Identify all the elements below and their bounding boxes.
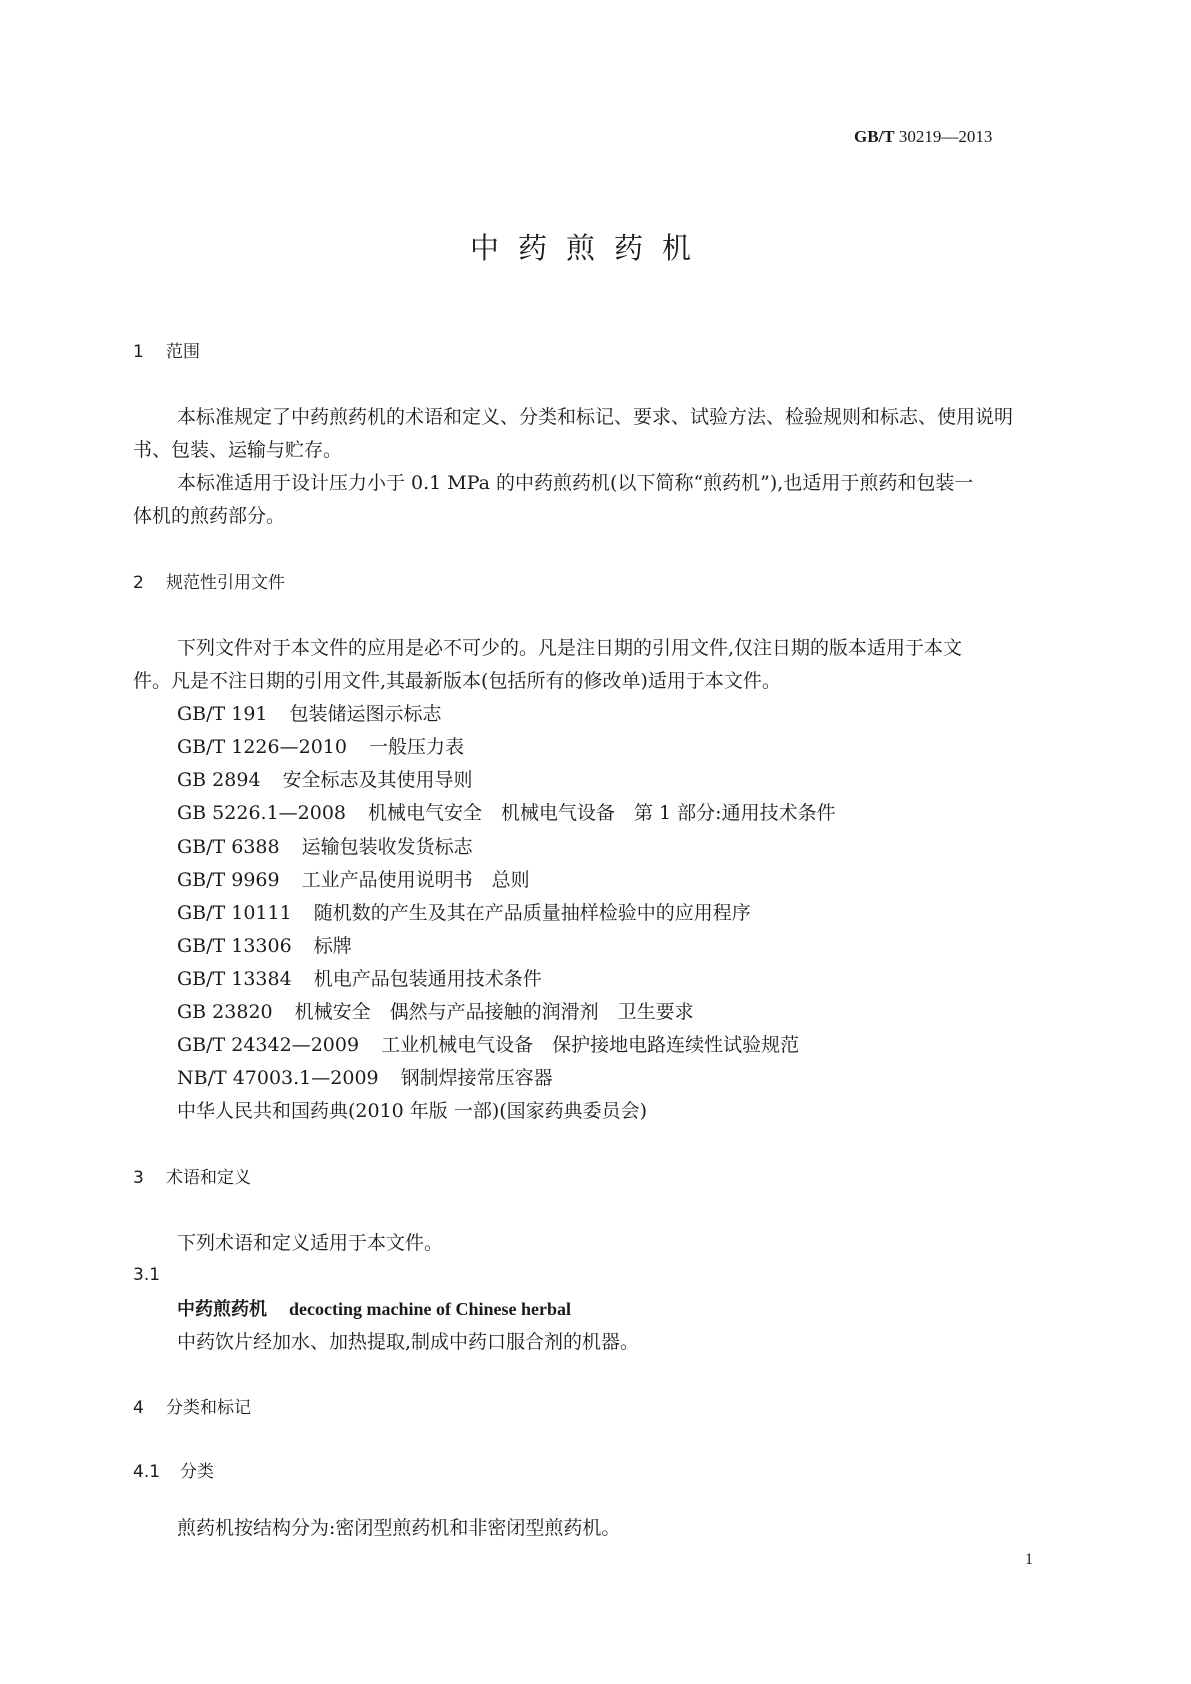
reference-item	[177, 871, 530, 890]
section-3-title: 术语和定义	[166, 1168, 251, 1188]
reference-item	[177, 970, 542, 989]
section-1-paragraph-2-line-2: 体机的煎药部分。	[133, 505, 286, 527]
reference-item	[177, 1003, 694, 1022]
reference-code: GB 23820	[177, 1001, 273, 1023]
reference-code: GB 2894	[177, 769, 261, 791]
section-4-1-heading	[133, 1464, 214, 1481]
section-4-number: 4	[133, 1398, 144, 1418]
reference-code: GB/T 191	[177, 703, 268, 725]
term-name-chinese: 中药煎药机	[177, 1299, 267, 1320]
section-1-paragraph-1-line-1: 本标准规定了中药煎药机的术语和定义、分类和标记、要求、试验方法、检验规则和标志、使用说明	[177, 406, 1014, 428]
reference-item	[177, 1036, 799, 1055]
section-3-number: 3	[133, 1168, 144, 1188]
reference-code: GB/T 13384	[177, 968, 292, 990]
reference-title: 一般压力表	[368, 736, 464, 758]
reference-code: GB/T 9969	[177, 869, 280, 891]
section-1-title: 范围	[166, 342, 200, 362]
term-number: 3.1	[133, 1265, 161, 1285]
section-2-number: 2	[133, 573, 144, 593]
reference-code: GB/T 6388	[177, 836, 280, 858]
term-definition: 中药饮片经加水、加热提取,制成中药口服合剂的机器。	[177, 1331, 640, 1353]
term-name	[177, 1300, 571, 1319]
section-1-number: 1	[133, 342, 144, 362]
reference-code: GB 5226.1—2008	[177, 802, 347, 824]
page-number: 1	[1025, 1551, 1033, 1568]
reference-code: GB/T 1226—2010	[177, 736, 347, 758]
reference-item	[177, 904, 751, 923]
reference-title: 工业产品使用说明书 总则	[301, 869, 530, 891]
reference-title: 钢制焊接常压容器	[400, 1067, 553, 1089]
section-1-paragraph-1-line-2: 书、包装、运输与贮存。	[133, 439, 343, 461]
standard-code-prefix: GB/T	[854, 127, 895, 146]
reference-item	[177, 738, 464, 757]
reference-code: GB/T 13306	[177, 935, 292, 957]
reference-code: GB/T 24342—2009	[177, 1034, 360, 1056]
section-4-heading	[133, 1400, 251, 1417]
reference-item	[177, 804, 836, 823]
reference-item	[177, 1069, 553, 1088]
reference-pharmacopoeia: 中华人民共和国药典(2010 年版 一部)(国家药典委员会)	[177, 1100, 648, 1122]
section-4-title: 分类和标记	[166, 1398, 251, 1418]
reference-title: 运输包装收发货标志	[301, 836, 473, 858]
standard-code	[854, 128, 992, 145]
section-2-paragraph-line-2: 件。凡是不注日期的引用文件,其最新版本(包括所有的修改单)适用于本文件。	[133, 670, 781, 692]
section-4-1-number: 4.1	[133, 1462, 161, 1482]
reference-title: 包装储运图示标志	[289, 703, 442, 725]
reference-title: 安全标志及其使用导则	[282, 769, 473, 791]
reference-code: GB/T 10111	[177, 902, 292, 924]
section-2-heading	[133, 575, 285, 592]
reference-item	[177, 771, 473, 790]
reference-item	[177, 705, 442, 724]
section-1-paragraph-2-line-1: 本标准适用于设计压力小于 0.1 MPa 的中药煎药机(以下简称“煎药机”),也适用于煎药和包装一	[177, 472, 974, 494]
reference-title: 标牌	[313, 935, 352, 957]
section-4-1-text: 煎药机按结构分为:密闭型煎药机和非密闭型煎药机。	[177, 1517, 621, 1539]
standard-code-number: 30219—2013	[898, 127, 993, 146]
reference-title: 机电产品包装通用技术条件	[313, 968, 542, 990]
term-name-english: decocting machine of Chinese herbal	[289, 1299, 571, 1319]
section-3-heading	[133, 1170, 251, 1187]
section-3-intro: 下列术语和定义适用于本文件。	[177, 1232, 444, 1254]
section-2-paragraph-line-1: 下列文件对于本文件的应用是必不可少的。凡是注日期的引用文件,仅注日期的版本适用于本文	[177, 637, 963, 659]
document-title: 中药煎药机	[470, 231, 711, 265]
reference-title: 机械安全 偶然与产品接触的润滑剂 卫生要求	[294, 1001, 694, 1023]
reference-title: 随机数的产生及其在产品质量抽样检验中的应用程序	[313, 902, 751, 924]
reference-item	[177, 937, 352, 956]
section-1-heading	[133, 344, 200, 361]
reference-item	[177, 838, 473, 857]
section-2-title: 规范性引用文件	[166, 573, 285, 593]
reference-code: NB/T 47003.1—2009	[177, 1067, 379, 1089]
reference-title: 工业机械电气设备 保护接地电路连续性试验规范	[381, 1034, 800, 1056]
section-4-1-title: 分类	[180, 1462, 214, 1482]
reference-title: 机械电气安全 机械电气设备 第 1 部分:通用技术条件	[368, 802, 836, 824]
